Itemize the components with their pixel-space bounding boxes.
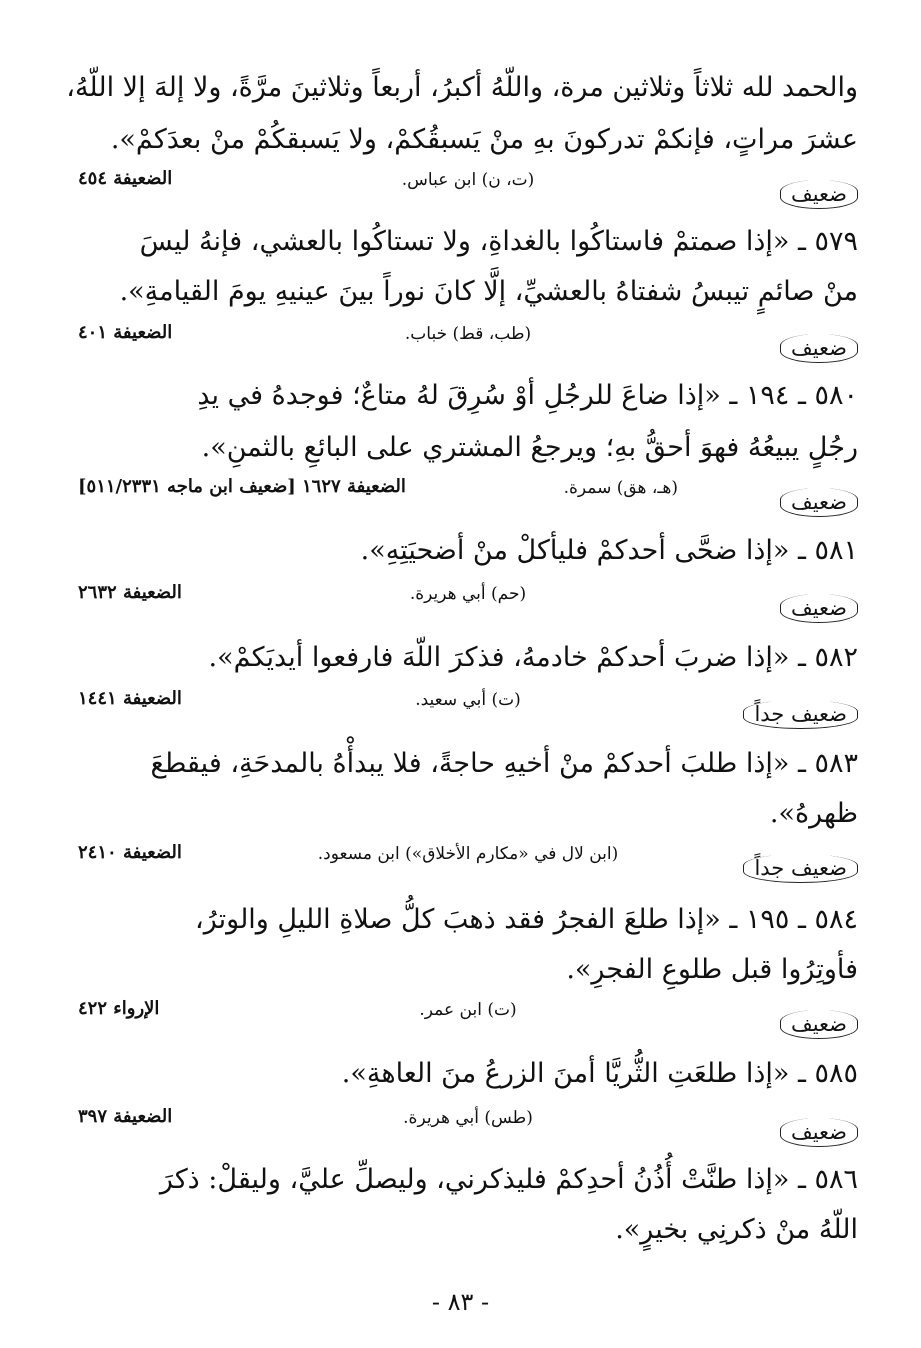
text-line: رجُلٍ يبيعُهُ فهوَ أحقُّ بهِ؛ ويرجعُ المشتري على البائعِ بالثمنِ». bbox=[201, 432, 858, 463]
hadith-reference: الضعيفة ٢٦٣٢ bbox=[78, 582, 182, 603]
grade-badge: ضعيف bbox=[780, 1118, 858, 1147]
hadith-meta bbox=[78, 1106, 858, 1154]
grade-badge: ضعيف bbox=[780, 488, 858, 517]
hadith-reference: الضعيفة ٢٤١٠ bbox=[78, 842, 182, 863]
hadith-meta bbox=[78, 688, 858, 736]
hadith-reference: الضعيفة ١٦٢٧ [ضعيف ابن ماجه ٥١١/٢٣٣١] bbox=[78, 476, 406, 497]
hadith-text: ٥٨٣ ـ «إذا طلبَ أحدكمْ منْ أخيهِ حاجةً، فلا يبدأْهُ بالمدحَةِ، فيقطعَ bbox=[150, 748, 858, 779]
hadith-source: (ت، ن) ابن عباس. bbox=[401, 170, 535, 190]
hadith-source: (ابن لال في «مكارم الأخلاق») ابن مسعود. bbox=[317, 844, 619, 864]
grade-badge: ضعيف bbox=[780, 1010, 858, 1039]
grade-badge: ضعيف bbox=[780, 334, 858, 363]
hadith-meta bbox=[78, 842, 858, 890]
hadith-source: (طب، قط) خباب. bbox=[404, 324, 532, 344]
hadith-reference: الضعيفة ٤٠١ bbox=[78, 322, 173, 343]
grade-badge: ضعيف جداً bbox=[743, 854, 858, 883]
grade-badge: ضعيف bbox=[780, 594, 858, 623]
text-line: والحمد لله ثلاثاً وثلاثين مرة، واللّهُ أكبرُ، أربعاً وثلاثينَ مرَّةً، ولا إلهَ إلا اللّهُ، bbox=[66, 72, 858, 103]
page-number: - ٨٣ - bbox=[431, 1288, 490, 1316]
hadith-text: ٥٨٢ ـ «إذا ضربَ أحدكمْ خادمهُ، فذكرَ اللّهَ فارفعوا أيديَكمْ». bbox=[208, 642, 858, 673]
hadith-text: ٥٨٠ ـ ١٩٤ ـ «إذا ضاعَ للرجُلِ أوْ سُرِقَ لهُ متاعٌ؛ فوجدهُ في يدِ bbox=[197, 380, 858, 411]
hadith-reference: الضعيفة ٣٩٧ bbox=[78, 1106, 173, 1127]
text-line: منْ صائمٍ تيبسُ شفتاهُ بالعشيِّ، إلَّا كانَ نوراً بينَ عينيهِ يومَ القيامةِ». bbox=[119, 276, 858, 307]
hadith-reference: الإرواء ٤٢٢ bbox=[78, 998, 160, 1019]
hadith-source: (ت) ابن عمر. bbox=[419, 1000, 517, 1020]
hadith-text: ٥٨٦ ـ «إذا طنَّتْ أُذُنُ أحدِكمْ فليذكرني، وليصلِّ عليَّ، وليقلْ: ذكرَ bbox=[159, 1164, 858, 1195]
text-line: عشرَ مراتٍ، فإنكمْ تدركونَ بهِ منْ يَسبقُكمْ، ولا يَسبقكُمْ منْ بعدَكمْ». bbox=[110, 124, 858, 155]
text-line: ظهرهُ». bbox=[769, 798, 858, 829]
text-line: اللّهُ منْ ذكرنِي بخيرٍ». bbox=[615, 1214, 858, 1245]
hadith-reference: الضعيفة ٤٥٤ bbox=[78, 168, 173, 189]
hadith-source: (هـ، هق) سمرة. bbox=[563, 478, 678, 498]
hadith-text: ٥٨١ ـ «إذا ضحَّى أحدكمْ فليأكلْ منْ أضحيَتِهِ». bbox=[360, 535, 858, 566]
hadith-text: ٥٧٩ ـ «إذا صمتمْ فاستاكُوا بالغداةِ، ولا تستاكُوا بالعشي، فإنهُ ليسَ bbox=[139, 226, 858, 257]
hadith-source: (حم) أبي هريرة. bbox=[409, 584, 527, 604]
hadith-meta bbox=[78, 168, 858, 216]
grade-badge: ضعيف جداً bbox=[743, 700, 858, 729]
hadith-source: (ت) أبي سعيد. bbox=[415, 690, 521, 710]
hadith-meta bbox=[78, 582, 858, 630]
hadith-text: ٥٨٤ ـ ١٩٥ ـ «إذا طلعَ الفجرُ فقد ذهبَ كلُّ صلاةِ الليلِ والوترُ، bbox=[195, 904, 858, 935]
hadith-meta bbox=[78, 476, 858, 524]
grade-badge: ضعيف bbox=[780, 180, 858, 209]
hadith-meta bbox=[78, 998, 858, 1046]
hadith-text: ٥٨٥ ـ «إذا طلعَتِ الثُّريَّا أمنَ الزرعُ منَ العاهةِ». bbox=[341, 1058, 858, 1089]
text-line: فأوتِرُوا قبل طلوعِ الفجرِ». bbox=[566, 954, 858, 985]
hadith-source: (طس) أبي هريرة. bbox=[403, 1108, 533, 1128]
hadith-reference: الضعيفة ١٤٤١ bbox=[78, 688, 182, 709]
hadith-meta bbox=[78, 322, 858, 370]
